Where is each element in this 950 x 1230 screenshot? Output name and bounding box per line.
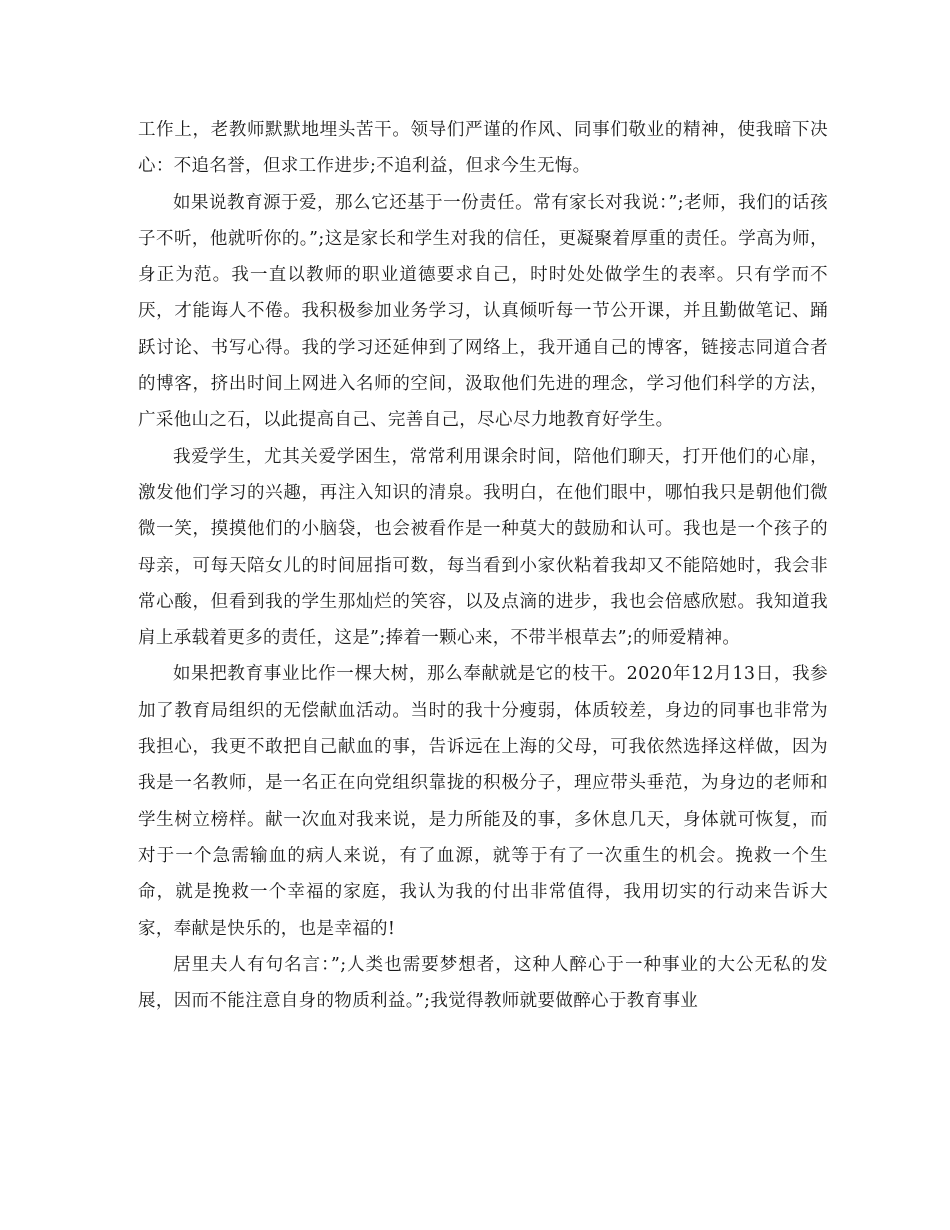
paragraph-curie-quote: 居里夫人有句名言：”;人类也需要梦想者，这种人醉心于一种事业的大公无私的发展，因而不能注意自身的物质利益。”;我觉得教师就要做醉心于教育事业 — [138, 954, 828, 1012]
paragraph-continuation: 工作上，老教师默默地埋头苦干。领导们严谨的作风、同事们敬业的精神，使我暗下决心：不追名誉，但求工作进步;不追利益，但求今生无悔。 — [138, 120, 828, 177]
document-page — [138, 112, 828, 1019]
paragraph-dedication: 如果把教育事业比作一棵大树，那么奉献就是它的枝干。2020年12月13日，我参加了教育局组织的无偿献血活动。当时的我十分瘦弱，体质较差，身边的同事也非常为我担心，我更不敢把自己献血的事，告诉远在上海的父母，可我依然选择这样做，因为我是一名教师，是一名正在向党组织靠拢的积极分子，理应带头垂范，为身边的老师和学生树立榜样。献一次血对我来说，是力所能及的事，多休息几天，身体就可恢复，而对于一个急需输血的病人来说，有了血源，就等于有了一次重生的机会。挽救一个生命，就是挽救一个幸福的家庭，我认为我的付出非常值得，我用切实的行动来告诉大家，奉献是快乐的，也是幸福的! — [138, 664, 828, 939]
paragraph-responsibility: 如果说教育源于爱，那么它还基于一份责任。常有家长对我说：”;老师，我们的话孩子不听，他就听你的。”;这是家长和学生对我的信任，更凝聚着厚重的责任。学高为师，身正为范。我一直以教师的职业道德要求自己，时时处处做学生的表率。只有学而不厌，才能诲人不倦。我积极参加业务学习，认真倾听每一节公开课，并且勤做笔记、踊跃讨论、书写心得。我的学习还延伸到了网络上，我开通自己的博客，链接志同道合者的博客，挤出时间上网进入名师的空间，汲取他们先进的理念，学习他们科学的方法，广采他山之石，以此提高自己、完善自己，尽心尽力地教育好学生。 — [138, 192, 828, 431]
paragraph-love-students: 我爱学生，尤其关爱学困生，常常利用课余时间，陪他们聊天，打开他们的心扉，激发他们学习的兴趣，再注入知识的清泉。我明白，在他们眼中，哪怕我只是朝他们微微一笑，摸摸他们的小脑袋，也会被看作是一种莫大的鼓励和认可。我也是一个孩子的母亲，可每天陪女儿的时间屈指可数，每当看到小家伙粘着我却又不能陪她时，我会非常心酸，但看到我的学生那灿烂的笑容，以及点滴的进步，我也会倍感欣慰。我知道我肩上承载着更多的责任，这是”;捧着一颗心来，不带半根草去”;的师爱精神。 — [138, 446, 828, 649]
